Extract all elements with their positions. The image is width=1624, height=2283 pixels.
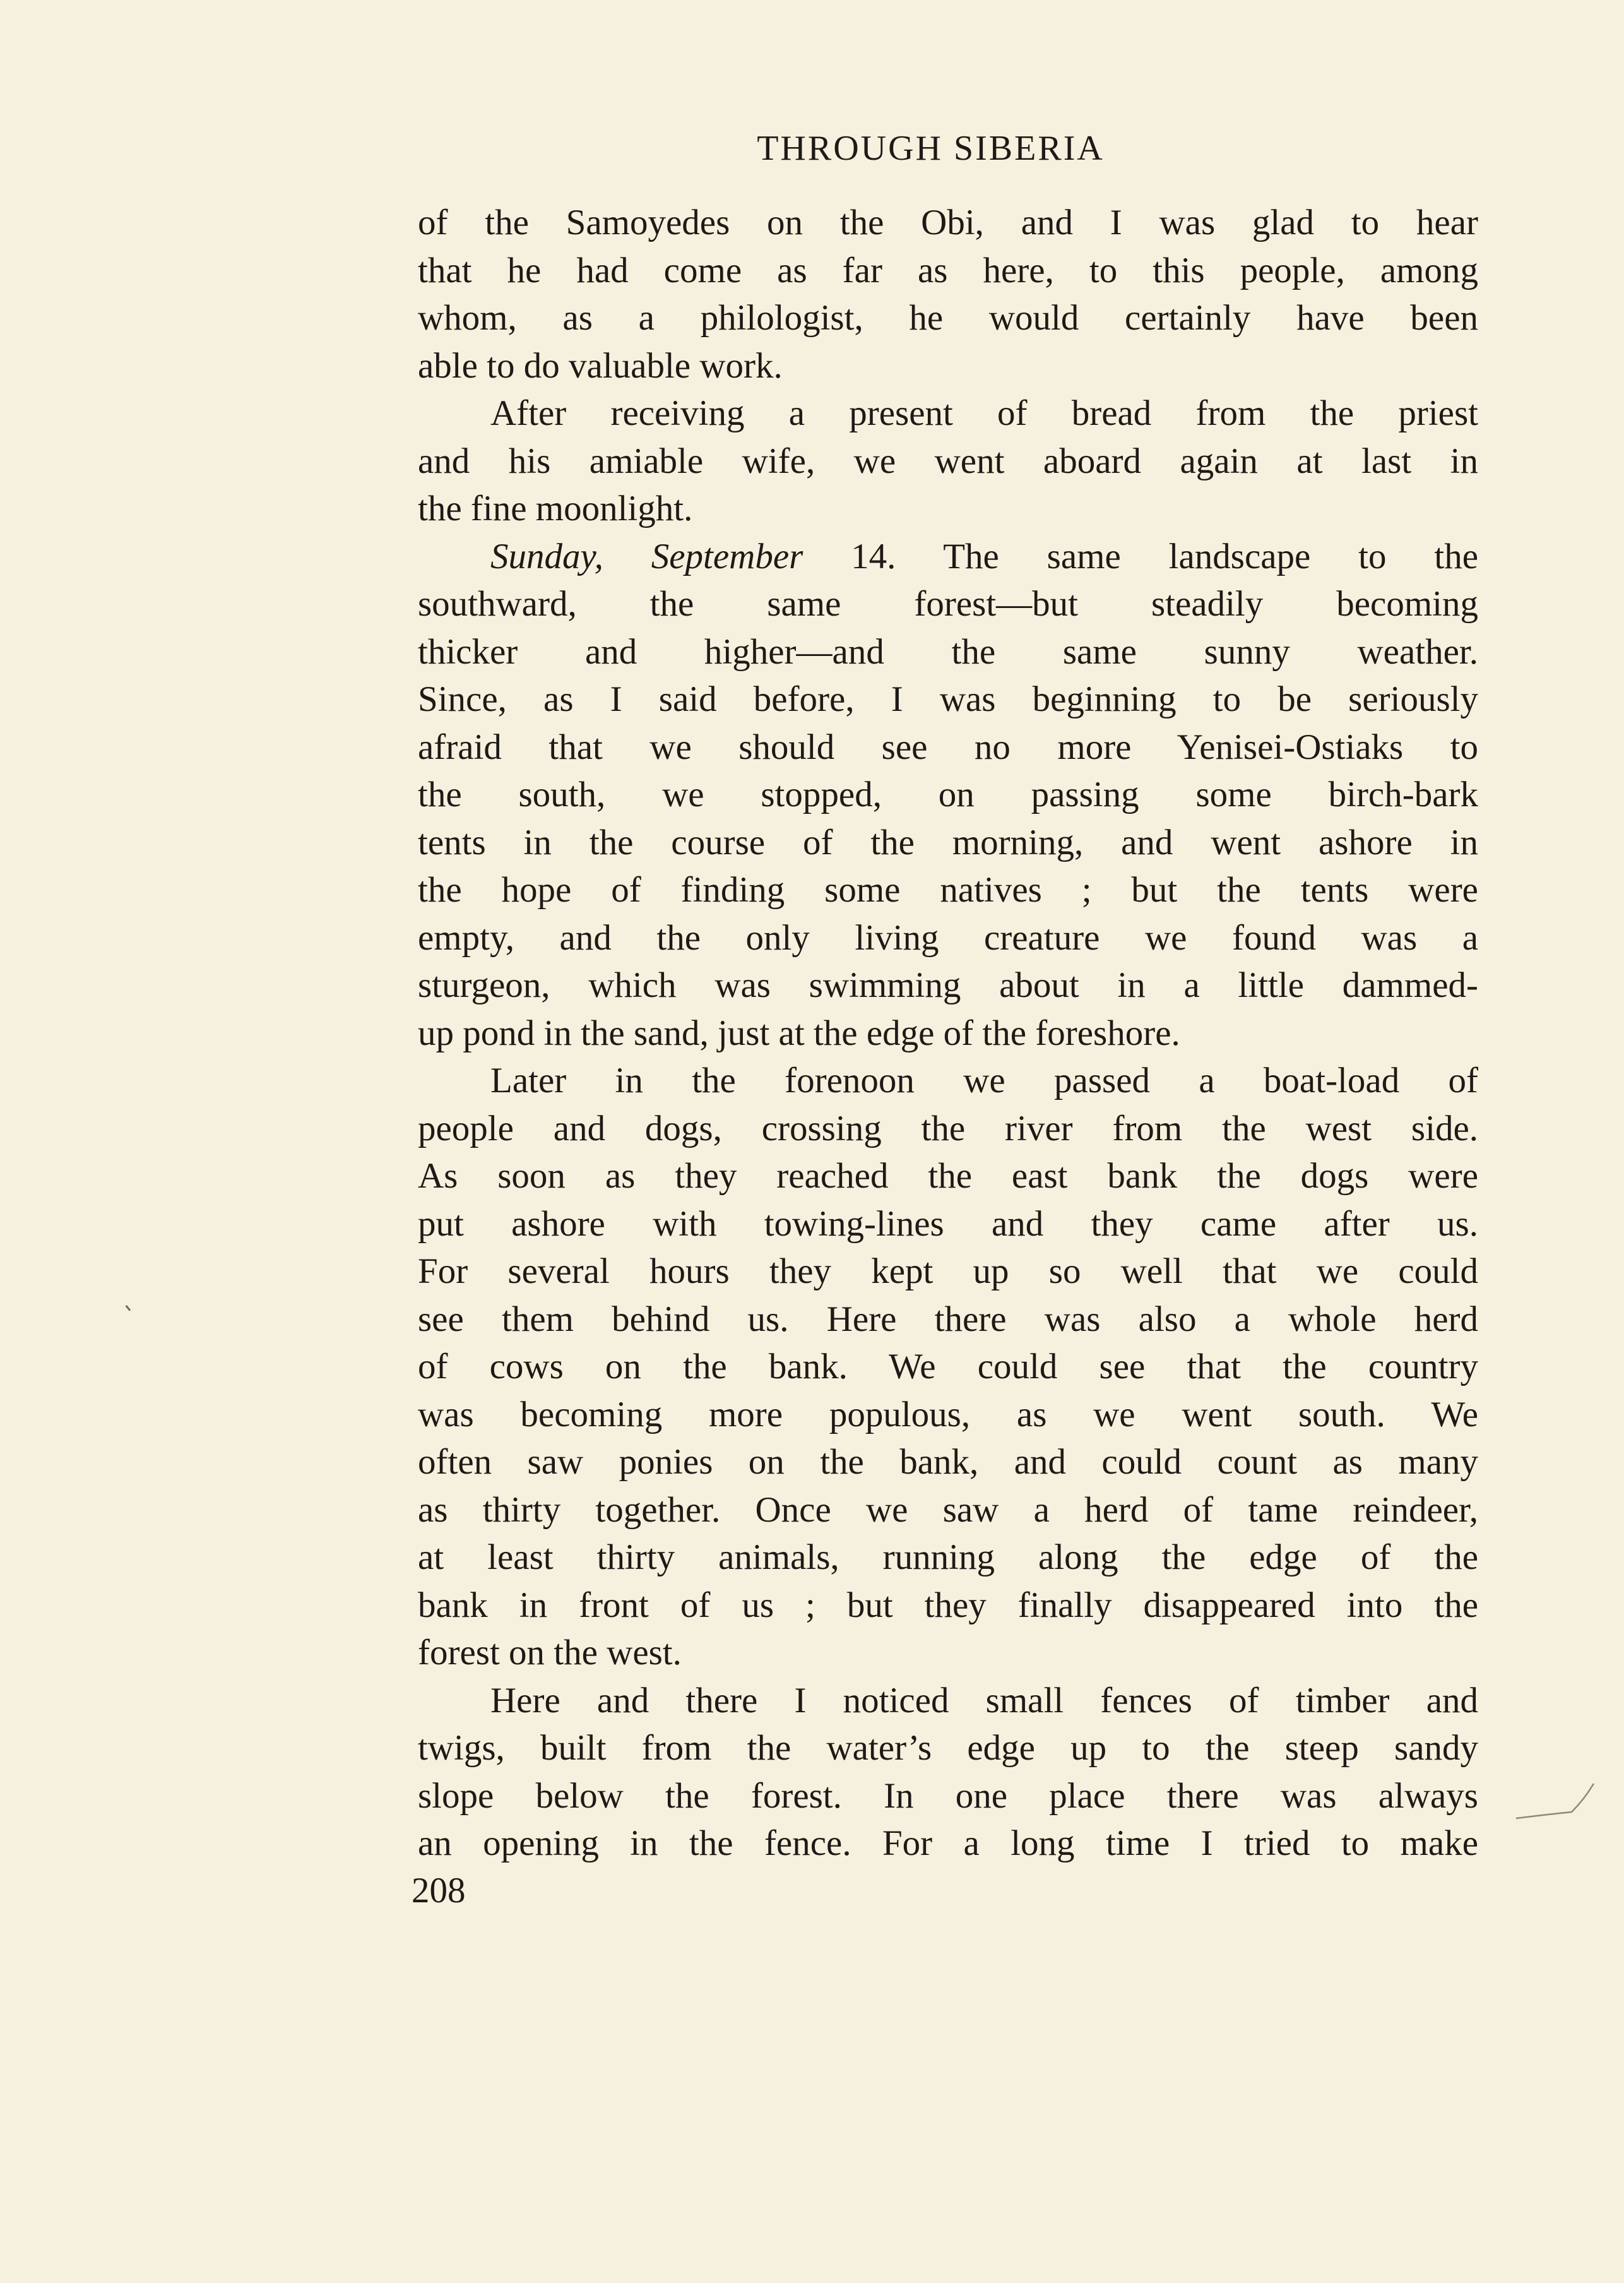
text-line: Later in the forenoon we passed a boat-load of — [490, 1061, 1478, 1100]
text-line: thicker and higher—and the same sunny weather. — [418, 631, 1478, 672]
text-line: forest on the west. — [418, 1633, 682, 1672]
text-line: Here and there I noticed small fences of timber and — [490, 1680, 1478, 1720]
text-line: the south, we stopped, on passing some birch-bark — [418, 775, 1478, 814]
text-line: up pond in the sand, just at the edge of the foreshore. — [418, 1013, 1180, 1053]
text-line: As soon as they reached the east bank the dogs were — [418, 1156, 1478, 1196]
text-line: For several hours they kept up so well that we could — [418, 1251, 1478, 1291]
running-head-title: THROUGH SIBERIA — [757, 129, 1105, 168]
text-line: of cows on the bank. We could see that the country — [418, 1347, 1478, 1386]
text-line: an opening in the fence. For a long time I tried to make — [418, 1823, 1478, 1863]
text-line-rest: 14. The same landscape to the — [803, 536, 1478, 576]
text-line: whom, as a philologist, he would certainly have been — [418, 298, 1478, 338]
page-number: 208 — [412, 1871, 466, 1910]
text-line: slope below the forest. In one place there was always — [418, 1775, 1478, 1816]
text-line: Since, as I said before, I was beginning to be seriously — [418, 679, 1478, 719]
running-head — [0, 123, 1624, 174]
date-heading: Sunday, September — [490, 536, 803, 576]
text-line: and his amiable wife, we went aboard again at last in — [418, 441, 1478, 481]
text-line: After receiving a present of bread from the priest — [490, 393, 1478, 433]
text-line: put ashore with towing-lines and they came after us. — [418, 1203, 1478, 1244]
text-line: southward, the same forest—but steadily becoming — [418, 584, 1478, 624]
pencil-mark-icon — [1515, 1774, 1603, 1825]
text-line: able to do valuable work. — [418, 345, 783, 386]
text-line-dated — [418, 533, 1478, 581]
text-line: often saw ponies on the bank, and could count as many — [418, 1442, 1478, 1482]
text-line: sturgeon, which was swimming about in a little dammed- — [418, 965, 1478, 1005]
margin-tick-mark — [126, 1300, 137, 1311]
text-line: at least thirty animals, running along the edge of the — [418, 1537, 1478, 1577]
text-line: twigs, built from the water’s edge up to the steep sandy — [418, 1728, 1478, 1768]
text-line: was becoming more populous, as we went south. We — [418, 1394, 1478, 1434]
text-line: of the Samoyedes on the Obi, and I was glad to hear — [418, 203, 1478, 242]
text-line: that he had come as far as here, to this people, among — [418, 250, 1478, 290]
text-line: tents in the course of the morning, and went ashore in — [418, 822, 1478, 862]
text-line: people and dogs, crossing the river from the west side. — [418, 1108, 1478, 1148]
text-line: the hope of finding some natives ; but the tents were — [418, 870, 1478, 910]
text-line: see them behind us. Here there was also a whole herd — [418, 1299, 1478, 1339]
text-line: the fine moonlight. — [418, 489, 693, 528]
text-line: afraid that we should see no more Yenisei-Ostiaks to — [418, 727, 1478, 767]
text-line: as thirty together. Once we saw a herd of tame reindeer, — [418, 1489, 1478, 1530]
body-text — [418, 199, 1478, 1868]
text-line: bank in front of us ; but they finally disappeared into the — [418, 1585, 1478, 1625]
text-line: empty, and the only living creature we found was a — [418, 917, 1478, 958]
